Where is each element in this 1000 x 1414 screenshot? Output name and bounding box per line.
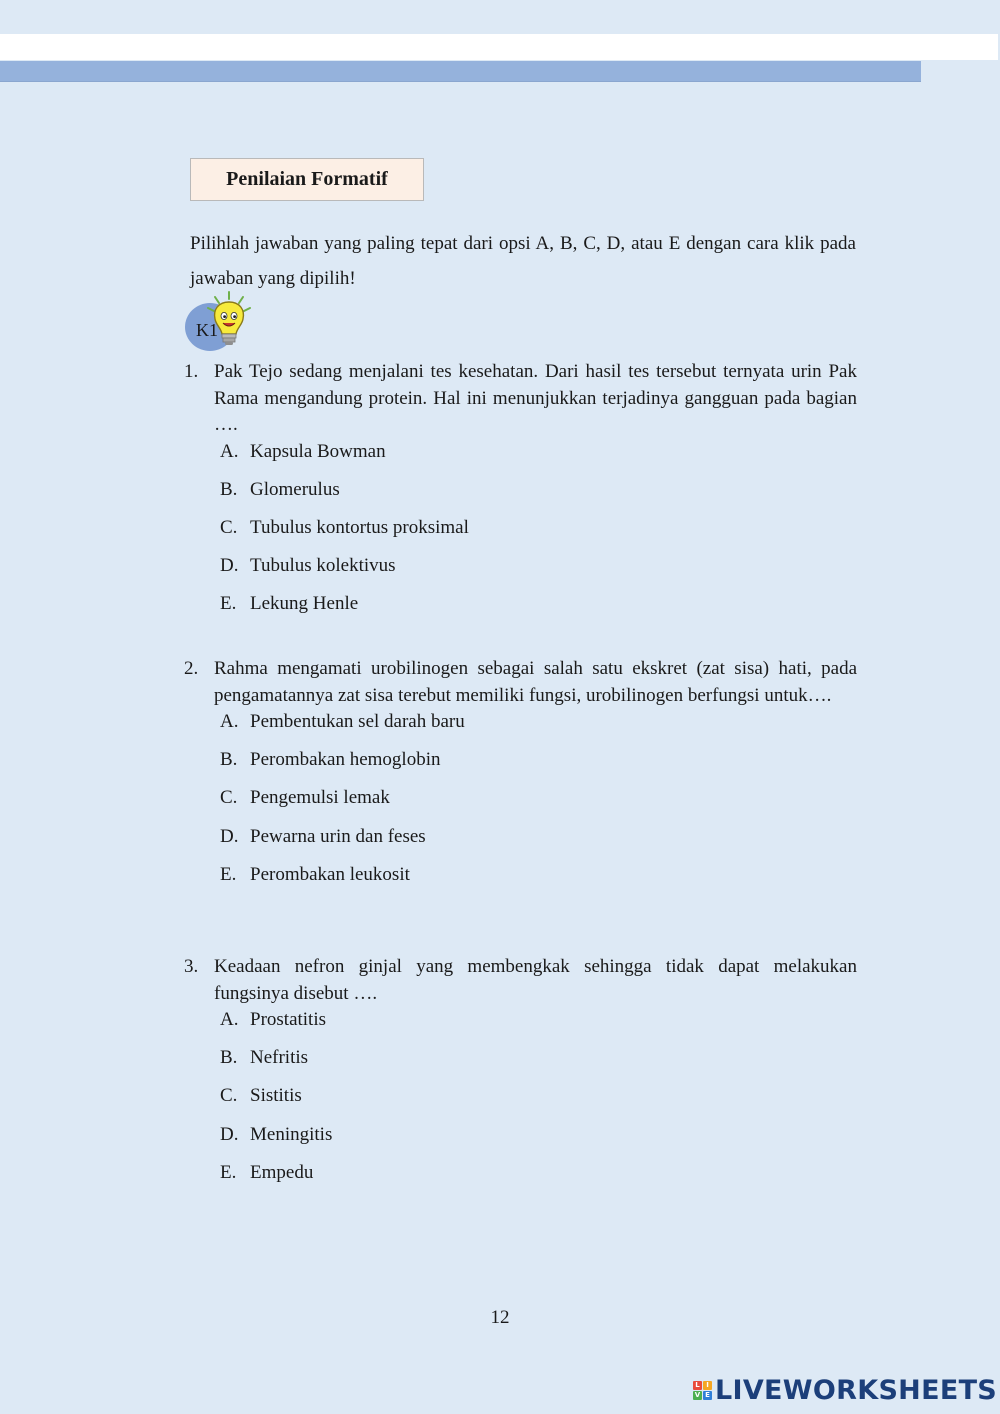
option-text: Kapsula Bowman <box>250 440 386 462</box>
option-text: Tubulus kontortus proksimal <box>250 516 469 538</box>
answer-options <box>184 439 857 630</box>
option-d[interactable] <box>184 824 857 862</box>
option-letter: C. <box>220 1085 238 1107</box>
option-b[interactable] <box>184 477 857 515</box>
option-letter: E. <box>220 593 237 615</box>
brand-mark-letter: I <box>703 1381 712 1390</box>
option-text: Pewarna urin dan feses <box>250 825 426 847</box>
option-letter: D. <box>220 825 239 847</box>
option-letter: B. <box>220 749 238 771</box>
lightbulb-icon <box>204 290 254 352</box>
option-text: Tubulus kolektivus <box>250 555 396 577</box>
brand-mark-letter: L <box>693 1381 702 1390</box>
option-text: Glomerulus <box>250 478 340 500</box>
section-title: Penilaian Formatif <box>190 158 424 201</box>
question-number: 2. <box>184 658 199 679</box>
option-letter: D. <box>220 1123 239 1145</box>
option-text: Perombakan hemoglobin <box>250 749 441 771</box>
brand-mark-letter: E <box>703 1391 712 1400</box>
option-letter: B. <box>220 478 238 500</box>
question-number: 3. <box>184 956 199 977</box>
option-a[interactable] <box>184 709 857 747</box>
instructions-text: Pilihlah jawaban yang paling tepat dari opsi A, B, C, D, atau E dengan cara klik pada jawaban yang dipilih! <box>190 233 856 289</box>
option-letter: E. <box>220 1161 237 1183</box>
question-1 <box>184 359 857 629</box>
option-letter: A. <box>220 711 239 732</box>
brand-name: LIVEWORKSHEETS <box>715 1374 998 1406</box>
option-letter: A. <box>220 440 239 462</box>
option-text: Nefritis <box>250 1047 309 1069</box>
option-text: Pembentukan sel darah baru <box>250 711 465 732</box>
option-b[interactable] <box>184 1045 857 1083</box>
option-text: Lekung Henle <box>250 593 359 615</box>
option-text: Perombakan leukosit <box>250 863 410 885</box>
question-text: Keadaan nefron ginjal yang membengkak sehingga tidak dapat melakukan fungsinya disebut …. <box>214 956 857 1004</box>
option-text: Pengemulsi lemak <box>250 787 390 809</box>
option-letter: D. <box>220 555 239 577</box>
option-e[interactable] <box>184 591 857 629</box>
option-letter: B. <box>220 1047 238 1069</box>
option-text: Empedu <box>250 1161 314 1183</box>
option-text: Prostatitis <box>250 1009 327 1030</box>
option-text: Meningitis <box>250 1123 333 1145</box>
liveworksheets-logo <box>693 1376 997 1404</box>
answer-options <box>184 1007 857 1198</box>
option-e[interactable] <box>184 862 857 900</box>
top-blue-band <box>0 61 921 82</box>
option-letter: C. <box>220 516 238 538</box>
question-text: Pak Tejo sedang menjalani tes kesehatan. Dari hasil tes tersebut ternyata urin Pak Rama mengandung protein. Hal ini menunjukkan terjadinya gangguan pada bagian …. <box>214 361 857 435</box>
option-c[interactable] <box>184 515 857 553</box>
top-white-band <box>0 34 998 60</box>
question-3 <box>184 954 857 1198</box>
option-a[interactable] <box>184 1007 857 1045</box>
question-number: 1. <box>184 361 199 382</box>
option-e[interactable] <box>184 1160 857 1198</box>
brand-mark-letter: V <box>694 1390 701 1399</box>
option-b[interactable] <box>184 747 857 785</box>
question-2 <box>184 656 857 900</box>
option-d[interactable] <box>184 1122 857 1160</box>
liveworksheets-mark-icon <box>693 1381 712 1400</box>
option-c[interactable] <box>184 785 857 823</box>
option-letter: A. <box>220 1009 239 1030</box>
option-text: Sistitis <box>250 1085 302 1107</box>
option-d[interactable] <box>184 553 857 591</box>
option-a[interactable] <box>184 439 857 477</box>
option-letter: C. <box>220 787 238 809</box>
page-number: 12 <box>490 1307 510 1328</box>
option-letter: E. <box>220 863 237 885</box>
answer-options <box>184 709 857 900</box>
option-c[interactable] <box>184 1083 857 1121</box>
k1-badge-label: K1 <box>196 320 218 340</box>
question-text: Rahma mengamati urobilinogen sebagai salah satu ekskret (zat sisa) hati, pada pengamatannya zat sisa terebut memiliki fungsi, urobilinogen berfungsi untuk…. <box>214 658 857 706</box>
